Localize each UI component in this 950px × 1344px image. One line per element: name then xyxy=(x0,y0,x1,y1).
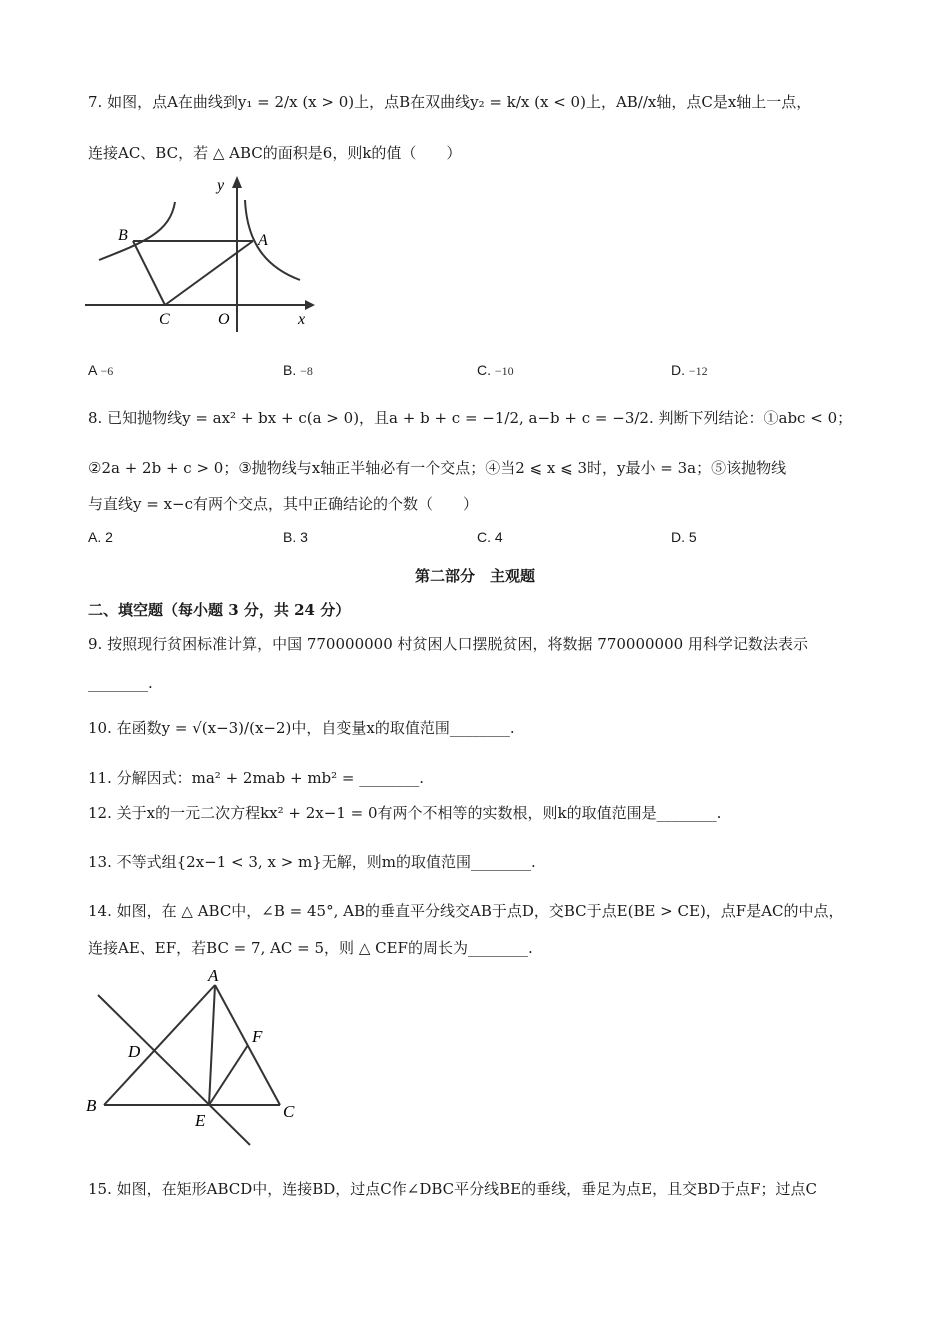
section2-title: 二、填空题（每小题 3 分，共 24 分） xyxy=(88,601,351,619)
q7-option-b-label: B. xyxy=(283,362,297,378)
q14-label-d: D xyxy=(128,1042,141,1061)
q7-option-b-value: −8 xyxy=(300,364,313,378)
q7-option-a[interactable] xyxy=(88,362,113,379)
q14-perp-bisector xyxy=(98,995,250,1145)
q8-option-b[interactable] xyxy=(283,529,308,545)
q7-line1: 7. 如图，点A在曲线到y₁ = 2/x (x > 0)上，点B在双曲线y₂ = k/x (x < 0)上，AB//x轴，点C是x轴上一点， xyxy=(88,93,812,111)
q8-line1: 8. 已知抛物线y = ax² + bx + c(a > 0)，且a + b + c = −1/2, a−b + c = −3/2. 判断下列结论：①abc < 0； xyxy=(88,409,853,427)
q9-line1: 9. 按照现行贫困标准计算，中国 770000000 村贫困人口摆脱贫困，将数据 770000000 用科学记数法表示 xyxy=(88,635,808,653)
q7-option-d-label: D. xyxy=(671,362,685,378)
q7-option-c[interactable] xyxy=(477,362,514,379)
q14-label-a: A xyxy=(208,966,219,985)
q7-label-a: A xyxy=(258,232,268,249)
q9-line2: ________. xyxy=(88,674,153,692)
q8-option-d-label: D. xyxy=(671,529,685,545)
q8-option-b-value: 3 xyxy=(300,529,308,545)
q14-segment-ab xyxy=(104,985,215,1105)
q7-option-b[interactable] xyxy=(283,362,313,379)
q7-x-arrow xyxy=(305,300,315,310)
q7-option-d-value: −12 xyxy=(688,364,708,378)
q7-label-y: y xyxy=(217,177,225,194)
q8-option-a-value: 2 xyxy=(105,529,113,545)
q14-segment-ef xyxy=(209,1045,248,1105)
q14-figure xyxy=(82,965,322,1155)
q14-segment-ae xyxy=(209,985,215,1105)
q14-label-c: C xyxy=(283,1102,295,1121)
q7-option-c-label: C. xyxy=(477,362,491,378)
q7-label-c: C xyxy=(159,311,170,328)
q14-line2: 连接AE、EF，若BC = 7, AC = 5，则 △ CEF的周长为________. xyxy=(88,939,533,957)
q7-option-c-value: −10 xyxy=(494,364,514,378)
q8-option-c-label: C. xyxy=(477,529,491,545)
q8-line3: 与直线y = x−c有两个交点，其中正确结论的个数（ ） xyxy=(88,495,479,513)
q7-y-arrow xyxy=(232,176,242,188)
q7-curve-right xyxy=(245,200,300,280)
q7-segment-ac xyxy=(165,241,253,305)
q7-option-a-value: −6 xyxy=(100,364,114,378)
q10-text: 10. 在函数y = √(x−3)/(x−2)中，自变量x的取值范围________. xyxy=(88,719,515,737)
q7-curve-left xyxy=(99,202,175,260)
q7-label-b: B xyxy=(118,227,128,244)
q8-option-a-label: A. xyxy=(88,529,102,545)
q8-option-c[interactable] xyxy=(477,529,503,545)
q7-option-d[interactable] xyxy=(671,362,708,379)
q7-line2: 连接AC、BC，若 △ ABC的面积是6，则k的值（ ） xyxy=(88,144,462,162)
q8-option-d-value: 5 xyxy=(688,529,697,545)
q7-option-a-label: A xyxy=(88,362,97,378)
q13-text: 13. 不等式组{2x−1 < 3, x > m}无解，则m的取值范围________. xyxy=(88,853,536,871)
q7-segment-bc xyxy=(133,241,165,305)
part2-title: 第二部分 主观题 xyxy=(414,567,535,585)
q15-line1: 15. 如图，在矩形ABCD中，连接BD，过点C作∠DBC平分线BE的垂线，垂足为点E，且交BD于点F；过点C xyxy=(88,1180,818,1198)
q14-label-e: E xyxy=(195,1111,206,1130)
q14-label-f: F xyxy=(252,1027,263,1046)
q8-option-b-label: B. xyxy=(283,529,297,545)
q7-label-x: x xyxy=(298,311,306,328)
q11-text: 11. 分解因式：ma² + 2mab + mb² = ________. xyxy=(88,769,425,787)
q12-text: 12. 关于x的一元二次方程kx² + 2x−1 = 0有两个不相等的实数根，则k的取值范围是________. xyxy=(88,804,722,822)
q8-option-a[interactable] xyxy=(88,529,113,545)
q8-line2: ②2a + 2b + c > 0；③抛物线与x轴正半轴必有一个交点；④当2 ⩽ x ⩽ 3时，y最小 = 3a；⑤该抛物线 xyxy=(88,459,787,477)
q14-line1: 14. 如图，在 △ ABC中，∠B = 45°, AB的垂直平分线交AB于点D，交BC于点E(BE > CE)，点F是AC的中点， xyxy=(88,902,844,920)
q7-label-o: O xyxy=(218,311,230,328)
q8-option-d[interactable] xyxy=(671,529,697,545)
q7-figure xyxy=(85,172,335,332)
q8-option-c-value: 4 xyxy=(494,529,503,545)
q14-label-b: B xyxy=(86,1096,97,1115)
